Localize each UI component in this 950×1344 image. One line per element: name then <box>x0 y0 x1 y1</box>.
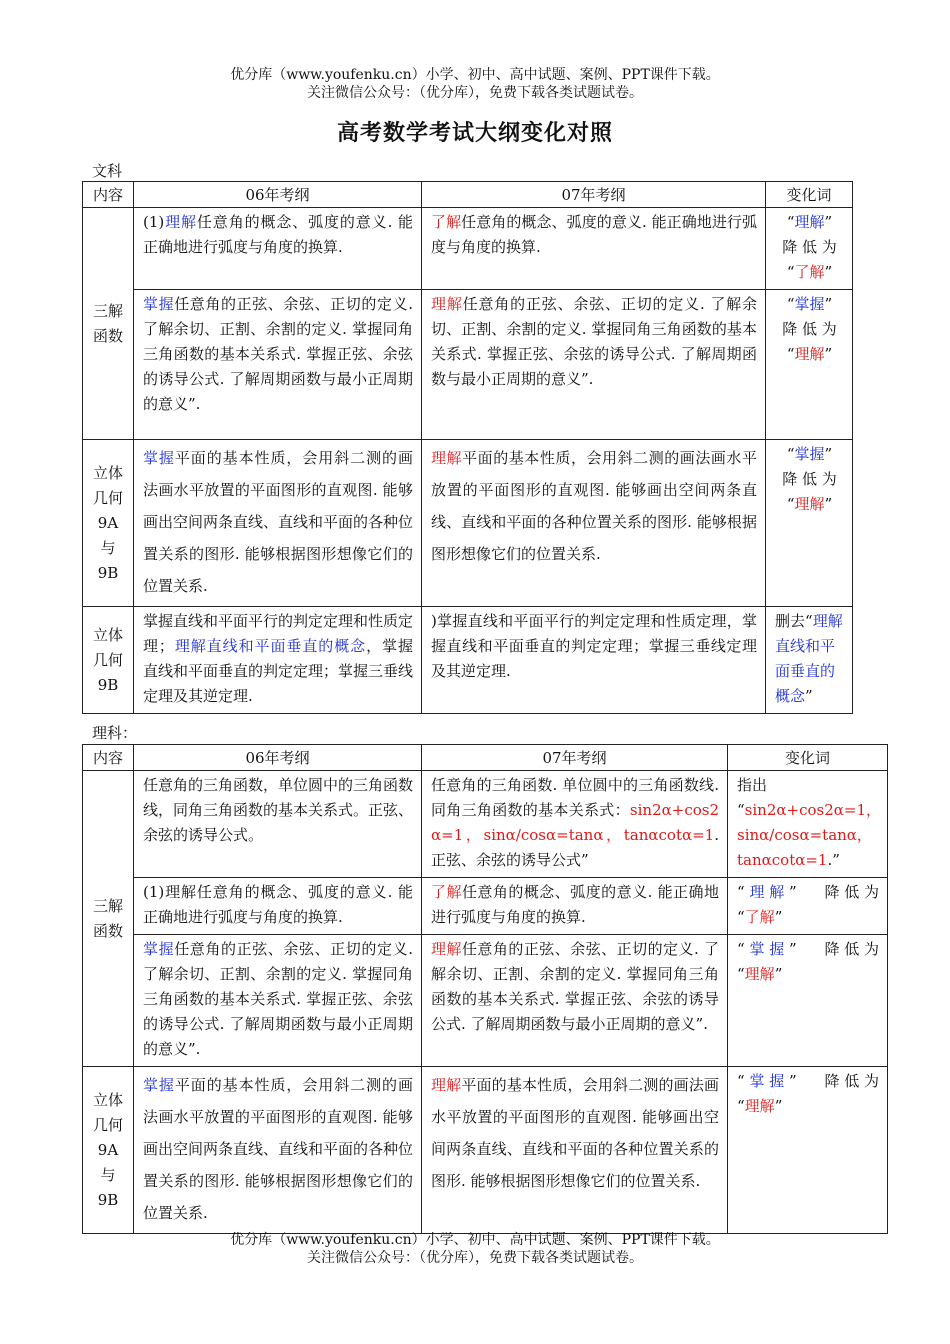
footer-line-1: 优分库（www.youfenku.cn）小学、初中、高中试题、案例、PPT课件下载。 <box>230 1232 720 1248</box>
syllabus-2006-cell: (1)理解任意角的概念、弧度的意义. 能正确地进行弧度与角度的换算. <box>134 878 422 935</box>
table-row <box>83 878 888 935</box>
change-cell: “理解” 降 低 为 “了解” <box>766 208 853 290</box>
page-header <box>0 66 950 102</box>
change-cell: “掌握” 降 低 为 “理解” <box>766 440 853 607</box>
syllabus-2006-cell: 掌握任意角的正弦、余弦、正切的定义. 了解余切、正割、余割的定义. 掌握同角三角函数的基本关系式. 掌握正弦、余弦的诱导公式. 了解周期函数与最小正周期的意义”. <box>134 935 422 1067</box>
syllabus-2006-cell: 掌握平面的基本性质，会用斜二测的画法画水平放置的平面图形的直观图. 能够画出空间两条直线、直线和平面的各种位置关系的图形. 能够根据图形想像它们的位置关系. <box>134 1067 422 1234</box>
syllabus-2007-cell: 理解平面的基本性质，会用斜二测的画法画水平放置的平面图形的直观图. 能够画出空间两条直线、直线和平面的各种位置关系的图形. 能够根据图形想像它们的位置关系. <box>422 1067 728 1234</box>
table-row <box>83 1067 888 1234</box>
table-row <box>83 771 888 878</box>
col-header-content: 内容 <box>83 745 134 771</box>
category-cell: 立体 几何 9A 与 9B <box>83 440 134 607</box>
table-row <box>83 440 853 607</box>
syllabus-2006-cell: (1)理解任意角的概念、弧度的意义. 能正确地进行弧度与角度的换算. <box>134 208 422 290</box>
change-cell: “ 理 解 ” 降 低 为 “了解” <box>728 878 888 935</box>
syllabus-2006-cell: 掌握任意角的正弦、余弦、正切的定义. 了解余切、正割、余割的定义. 掌握同角三角函数的基本关系式. 掌握正弦、余弦的诱导公式. 了解周期函数与最小正周期的意义”. <box>134 290 422 440</box>
syllabus-2007-cell: 了解任意角的概念、弧度的意义. 能正确地进行弧度与角度的换算. <box>422 208 766 290</box>
category-cell: 立体 几何 9A 与 9B <box>83 1067 134 1234</box>
change-cell: 指出 “sin2α+cos2α=1，sinα/cosα=tanα，tanαcotα=1.” <box>728 771 888 878</box>
syllabus-2006-cell: 掌握直线和平面平行的判定定理和性质定理；理解直线和平面垂直的概念，掌握直线和平面垂直的判定定理；掌握三垂线定理及其逆定理. <box>134 607 422 714</box>
syllabus-2007-cell: 理解平面的基本性质，会用斜二测的画法画水平放置的平面图形的直观图. 能够画出空间两条直线、直线和平面的各种位置关系的图形. 能够根据图形想像它们的位置关系. <box>422 440 766 607</box>
table-row <box>83 607 853 714</box>
col-header-2006: 06年考纲 <box>134 182 422 208</box>
table-header-row <box>83 745 888 771</box>
header-line-2: 关注微信公众号：（优分库），免费下载各类试题试卷。 <box>307 85 643 101</box>
header-line-1: 优分库（www.youfenku.cn）小学、初中、高中试题、案例、PPT课件下载。 <box>230 67 720 83</box>
section-label-like: 理科： <box>92 724 138 742</box>
col-header-2006: 06年考纲 <box>134 745 422 771</box>
syllabus-2007-cell: 理解任意角的正弦、余弦、正切的定义. 了解余切、正割、余割的定义. 掌握同角三角函数的基本关系式. 掌握正弦、余弦的诱导公式. 了解周期函数与最小正周期的意义”. <box>422 935 728 1067</box>
page-title: 高考数学考试大纲变化对照 <box>336 120 613 146</box>
table-row <box>83 290 853 440</box>
syllabus-2007-cell: 理解任意角的正弦、余弦、正切的定义. 了解余切、正割、余割的定义. 掌握同角三角函数的基本关系式. 掌握正弦、余弦的诱导公式. 了解周期函数与最小正周期的意义”. <box>422 290 766 440</box>
page-footer <box>0 1231 950 1267</box>
category-cell: 三解 函数 <box>83 208 134 440</box>
category-cell: 立体 几何 9B <box>83 607 134 714</box>
col-header-content: 内容 <box>83 182 134 208</box>
wenke-comparison-table <box>82 181 853 714</box>
syllabus-2006-cell: 掌握平面的基本性质，会用斜二测的画法画水平放置的平面图形的直观图. 能够画出空间两条直线、直线和平面的各种位置关系的图形. 能够根据图形想像它们的位置关系. <box>134 440 422 607</box>
section-label-wenke: 文科 <box>92 162 123 180</box>
table-header-row <box>83 182 853 208</box>
table-row <box>83 208 853 290</box>
col-header-change: 变化词 <box>766 182 853 208</box>
syllabus-2007-cell: 了解任意角的概念、弧度的意义. 能正确地进行弧度与角度的换算. <box>422 878 728 935</box>
change-cell: “ 掌 握 ” 降 低 为 “理解” <box>728 1067 888 1234</box>
syllabus-2007-cell: )掌握直线和平面平行的判定定理和性质定理，掌握直线和平面垂直的判定定理；掌握三垂线定理及其逆定理. <box>422 607 766 714</box>
col-header-change: 变化词 <box>728 745 888 771</box>
col-header-2007: 07年考纲 <box>422 182 766 208</box>
col-header-2007: 07年考纲 <box>422 745 728 771</box>
syllabus-2006-cell: 任意角的三角函数，单位圆中的三角函数线，同角三角函数的基本关系式。正弦、余弦的诱导公式。 <box>134 771 422 878</box>
change-cell: “ 掌 握 ” 降 低 为 “理解” <box>728 935 888 1067</box>
category-cell: 三解 函数 <box>83 771 134 1067</box>
table-row <box>83 935 888 1067</box>
change-cell: “掌握” 降 低 为 “理解” <box>766 290 853 440</box>
footer-line-2: 关注微信公众号：（优分库），免费下载各类试题试卷。 <box>307 1250 643 1266</box>
syllabus-2007-cell: 任意角的三角函数. 单位圆中的三角函数线. 同角三角函数的基本关系式：sin2α+cos2α=1，sinα/cosα=tanα，tanαcotα=1. 正弦、余弦的诱导公式” <box>422 771 728 878</box>
like-comparison-table <box>82 744 888 1234</box>
change-cell: 删去“理解直线和平面垂直的概念” <box>766 607 853 714</box>
